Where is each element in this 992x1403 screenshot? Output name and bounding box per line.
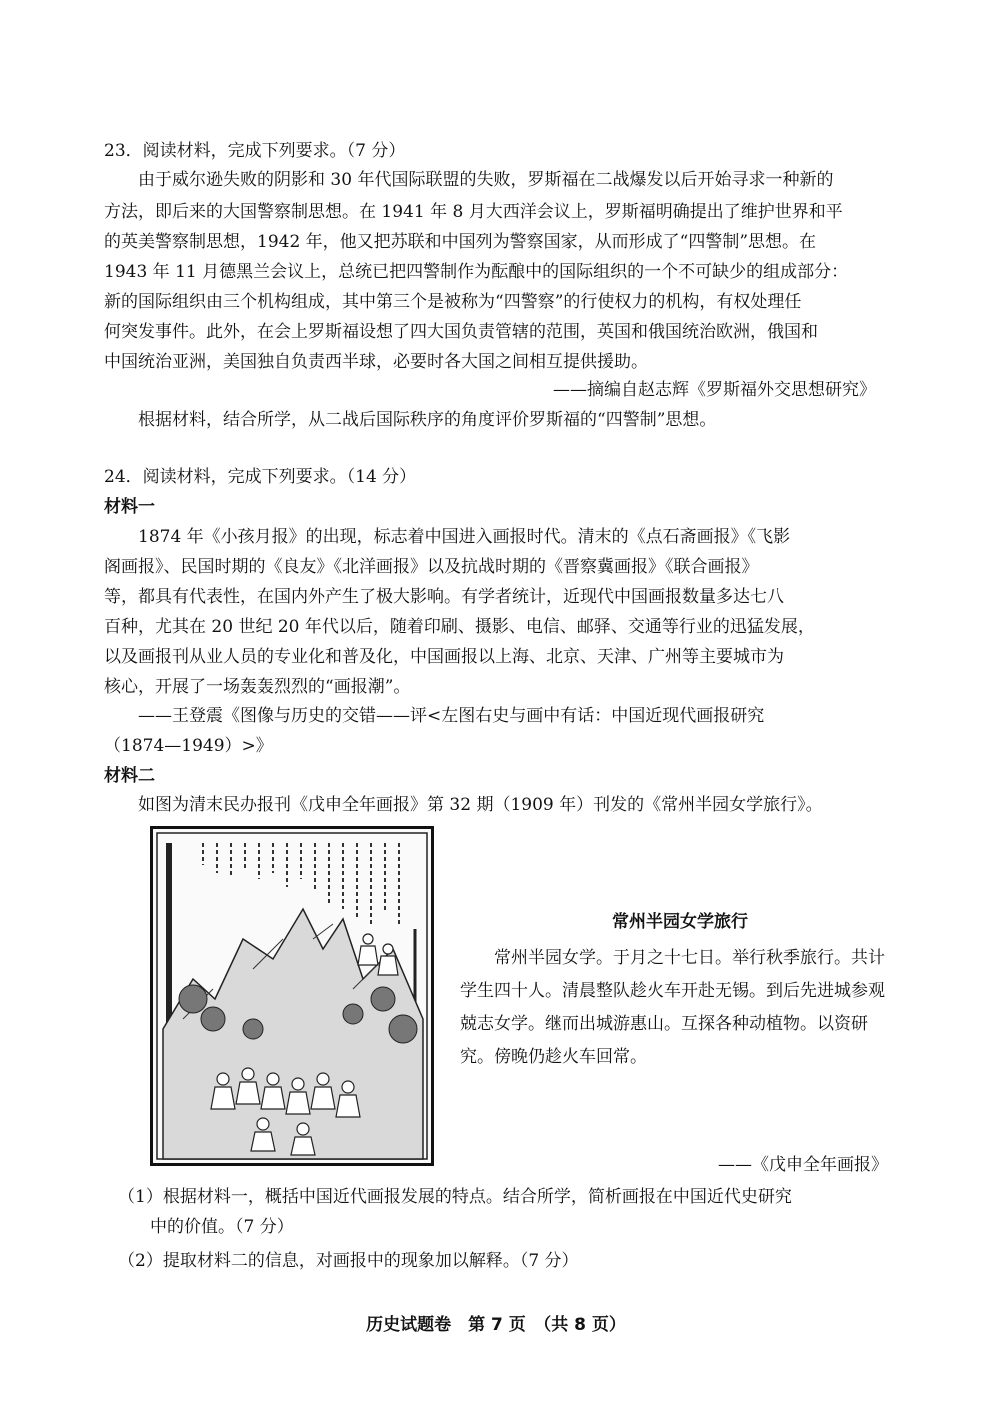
q23-title: 23．阅读材料，完成下列要求。（7 分）	[104, 141, 406, 161]
m1-line-3: 等，都具有代表性，在国内外产生了极大影响。有学者统计，近现代中国画报数量多达七八	[104, 587, 784, 607]
material-1-label: 材料一	[104, 497, 155, 517]
q23-task: 根据材料，结合所学，从二战后国际秩序的角度评价罗斯福的“四警制”思想。	[138, 410, 717, 430]
caption-source: ——《戊申全年画报》	[718, 1155, 888, 1175]
q23-line-3: 的英美警察制思想，1942 年，他又把苏联和中国列为警察国家，从而形成了“四警制”思想。在	[104, 232, 817, 252]
woodcut-drawing	[153, 829, 431, 1163]
q23-line-1: 由于威尔逊失败的阴影和 30 年代国际联盟的失败，罗斯福在二战爆发以后开始寻求一种新的	[138, 170, 834, 190]
caption-title: 常州半园女学旅行	[612, 912, 748, 932]
m1-line-1: 1874 年《小孩月报》的出现，标志着中国进入画报时代。清末的《点石斋画报》《飞影	[138, 527, 791, 547]
m1-line-2: 阁画报》、民国时期的《良友》《北洋画报》以及抗战时期的《晋察冀画报》《联合画报》	[104, 557, 759, 577]
caption-text: 常州半园女学。于月之十七日。举行秋季旅行。共计学生四十人。清晨整队趁火车开赴无锡。到后先进城参观兢志女学。继而出城游惠山。互探各种动植物。以资研究。傍晚仍趁火车回常。	[460, 948, 885, 1067]
m1-line-5: 以及画报刊从业人员的专业化和普及化，中国画报以上海、北京、天津、广州等主要城市为	[104, 647, 784, 667]
woodcut-illustration	[150, 826, 434, 1166]
material-2-label: 材料二	[104, 766, 155, 786]
q23-line-2: 方法，即后来的大国警察制思想。在 1941 年 8 月大西洋会议上，罗斯福明确提出了维护世界和平	[104, 202, 843, 222]
m1-line-4: 百种，尤其在 20 世纪 20 年代以后，随着印刷、摄影、电信、邮驿、交通等行业的迅猛发展，	[104, 617, 815, 637]
sub-question-1-line-1: （1）根据材料一，概括中国近代画报发展的特点。结合所学，简析画报在中国近代史研究	[118, 1187, 792, 1207]
m2-intro: 如图为清末民办报刊《戊申全年画报》第 32 期（1909 年）刊发的《常州半园女学旅行》。	[138, 795, 823, 815]
page-footer: 历史试题卷 第 7 页 （共 8 页）	[366, 1315, 626, 1335]
caption-block	[460, 906, 900, 1074]
q23-source: ——摘编自赵志辉《罗斯福外交思想研究》	[553, 380, 876, 400]
m1-source-line-1: ——王登震《图像与历史的交错——评<左图右史与画中有话：中国近现代画报研究	[138, 706, 765, 726]
m1-source-line-2: （1874—1949）>》	[104, 736, 273, 756]
sub-question-2: （2）提取材料二的信息，对画报中的现象加以解释。（7 分）	[118, 1251, 579, 1271]
m1-line-6: 核心，开展了一场轰轰烈烈的“画报潮”。	[104, 677, 411, 697]
q23-line-6: 何突发事件。此外，在会上罗斯福设想了四大国负责管辖的范围，英国和俄国统治欧洲，俄国和	[104, 322, 818, 342]
q23-line-5: 新的国际组织由三个机构组成，其中第三个是被称为“四警察”的行使权力的机构，有权处理任	[104, 292, 802, 312]
q23-line-7: 中国统治亚洲，美国独自负责西半球，必要时各大国之间相互提供援助。	[104, 352, 648, 372]
sub-question-1-line-2: 中的价值。（7 分）	[150, 1217, 294, 1237]
q23-line-4: 1943 年 11 月德黑兰会议上，总统已把四警制作为酝酿中的国际组织的一个不可缺少的组成部分：	[104, 262, 849, 282]
q24-title: 24．阅读材料，完成下列要求。（14 分）	[104, 467, 417, 487]
